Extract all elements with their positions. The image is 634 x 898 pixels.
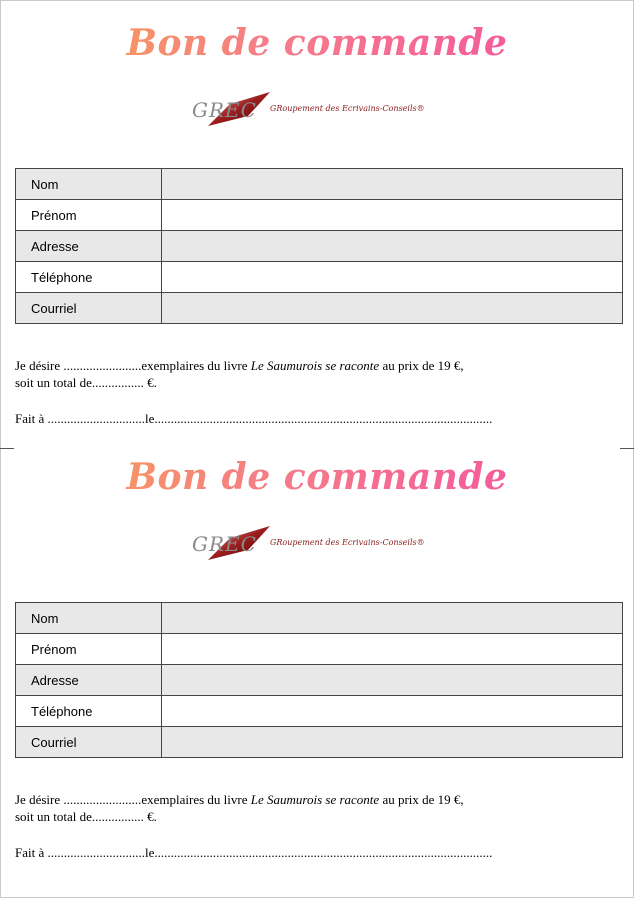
price-text: au prix de 19 €, (379, 792, 464, 807)
quantity-line (15, 792, 464, 808)
total-line (15, 375, 157, 391)
nom-field[interactable] (162, 603, 623, 634)
table-row (16, 200, 623, 231)
logo-tagline: GRoupement des Ecrivains-Conseils® (270, 104, 425, 113)
signature-line (15, 411, 492, 427)
contact-table (15, 168, 623, 324)
field-label: Nom (16, 169, 162, 200)
field-label: Prénom (16, 200, 162, 231)
total-prefix: soit un total de (15, 809, 92, 824)
place-blank[interactable]: .............................. (47, 845, 145, 860)
grec-logo (190, 524, 450, 564)
total-suffix: €. (143, 375, 157, 390)
logo-letters: GREC (192, 98, 257, 122)
field-label: Adresse (16, 231, 162, 262)
copies-text: exemplaires du livre (141, 358, 251, 373)
nom-field[interactable] (162, 169, 623, 200)
signature-line (15, 845, 492, 861)
date-prefix: le (145, 845, 155, 860)
table-row (16, 262, 623, 293)
grec-logo (190, 90, 450, 130)
adresse-field[interactable] (162, 231, 623, 262)
adresse-field[interactable] (162, 665, 623, 696)
courriel-field[interactable] (162, 293, 623, 324)
field-label: Courriel (16, 727, 162, 758)
contact-table (15, 602, 623, 758)
order-form-bottom (0, 434, 634, 883)
table-row (16, 727, 623, 758)
total-suffix: €. (143, 809, 157, 824)
quantity-blank[interactable]: ........................ (63, 792, 142, 807)
field-label: Courriel (16, 293, 162, 324)
table-row (16, 169, 623, 200)
desire-prefix: Je désire (15, 358, 64, 373)
field-label: Téléphone (16, 696, 162, 727)
table-row (16, 665, 623, 696)
field-label: Prénom (16, 634, 162, 665)
table-row (16, 696, 623, 727)
date-blank[interactable]: ........................................................................................................ (154, 411, 493, 426)
courriel-field[interactable] (162, 727, 623, 758)
telephone-field[interactable] (162, 696, 623, 727)
book-title: Le Saumurois se raconte (250, 358, 380, 373)
prenom-field[interactable] (162, 634, 623, 665)
date-prefix: le (145, 411, 155, 426)
field-label: Téléphone (16, 262, 162, 293)
date-blank[interactable]: ........................................................................................................ (154, 845, 493, 860)
total-line (15, 809, 157, 825)
desire-prefix: Je désire (15, 792, 64, 807)
table-row (16, 293, 623, 324)
table-row (16, 603, 623, 634)
book-title: Le Saumurois se raconte (250, 792, 380, 807)
prenom-field[interactable] (162, 200, 623, 231)
copies-text: exemplaires du livre (141, 792, 251, 807)
field-label: Nom (16, 603, 162, 634)
table-row (16, 634, 623, 665)
place-prefix: Fait à (15, 845, 48, 860)
total-blank[interactable]: ................ (91, 375, 144, 390)
logo-tagline: GRoupement des Ecrivains-Conseils® (270, 538, 425, 547)
table-row (16, 231, 623, 262)
form-title: Bon de commande (0, 22, 634, 64)
form-title: Bon de commande (0, 456, 634, 498)
place-prefix: Fait à (15, 411, 48, 426)
quantity-blank[interactable]: ........................ (63, 358, 142, 373)
field-label: Adresse (16, 665, 162, 696)
price-text: au prix de 19 €, (379, 358, 464, 373)
telephone-field[interactable] (162, 262, 623, 293)
quantity-line (15, 358, 464, 374)
total-blank[interactable]: ................ (91, 809, 144, 824)
logo-letters: GREC (192, 532, 257, 556)
total-prefix: soit un total de (15, 375, 92, 390)
place-blank[interactable]: .............................. (47, 411, 145, 426)
